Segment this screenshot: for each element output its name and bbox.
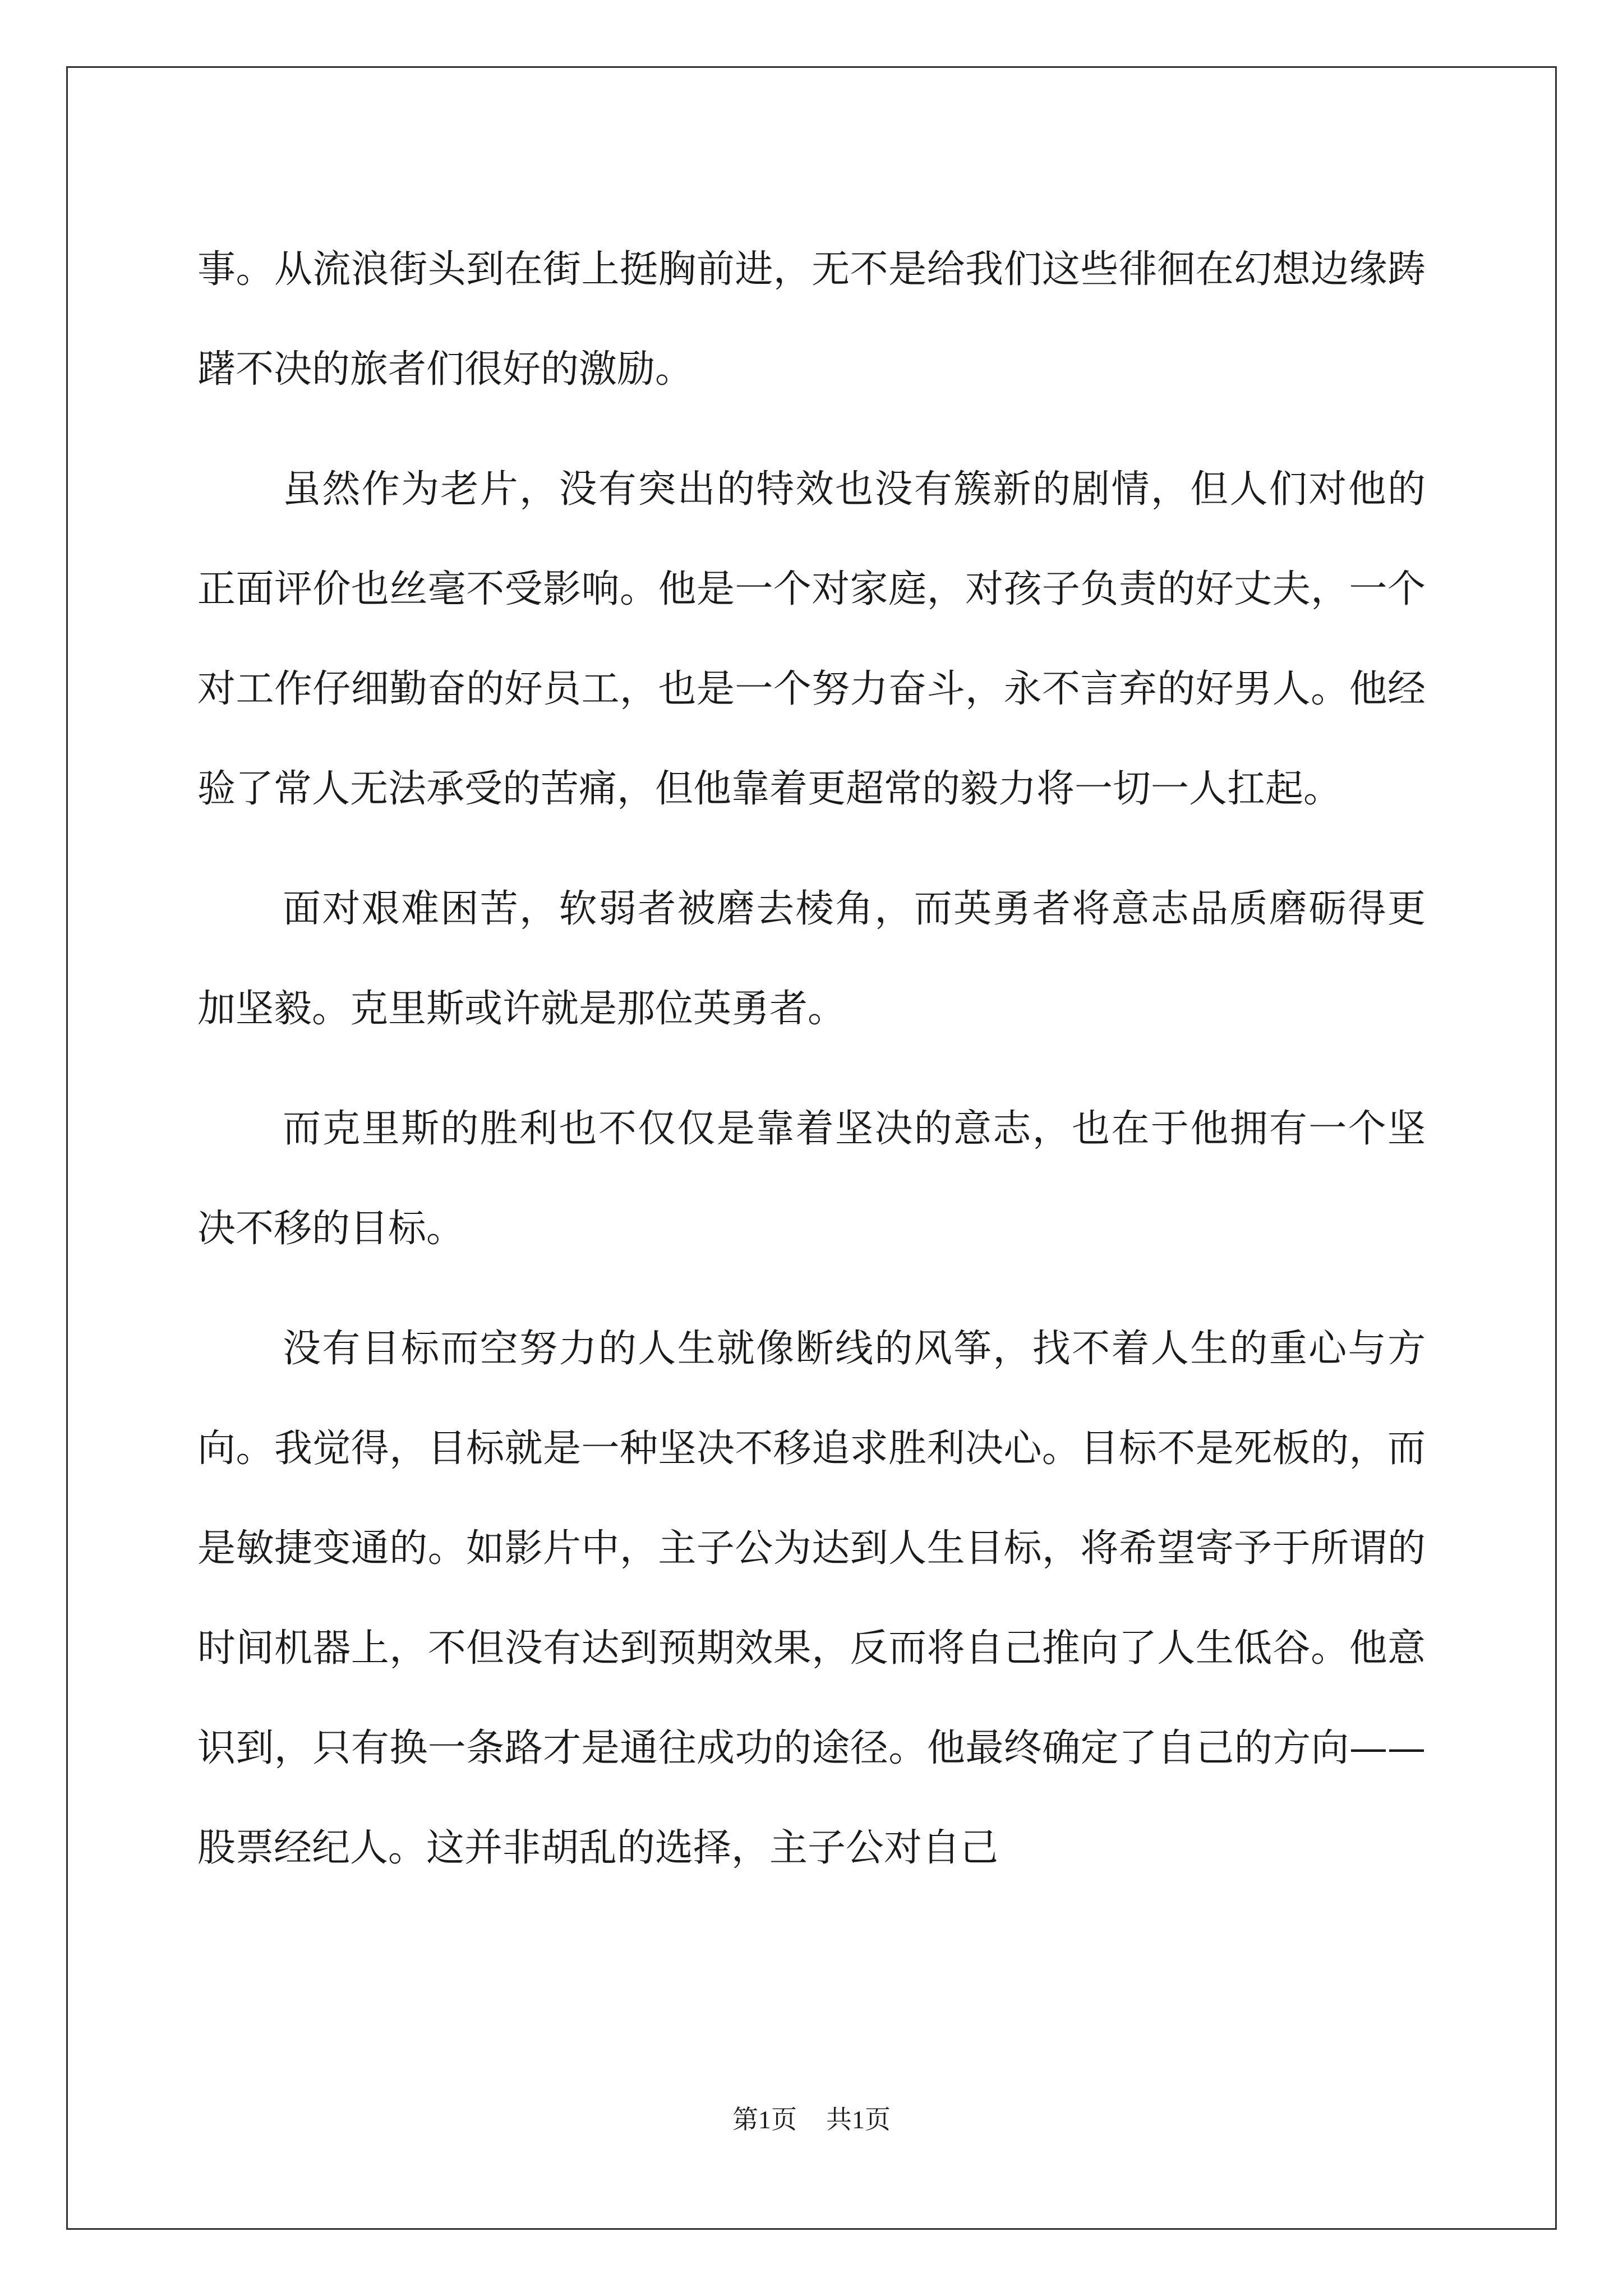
page-footer [0, 2099, 1623, 2136]
paragraph: 面对艰难困苦，软弱者被磨去棱角，而英勇者将意志品质磨砺得更加坚毅。克里斯或许就是那位英勇者。 [197, 887, 1426, 1031]
page-number: 第1页 [732, 2105, 797, 2134]
paragraph: 而克里斯的胜利也不仅仅是靠着坚决的意志，也在于他拥有一个坚决不移的目标。 [197, 1107, 1426, 1251]
paragraph: 虽然作为老片，没有突出的特效也没有簇新的剧情，但人们对他的正面评价也丝毫不受影响。他是一个对家庭，对孩子负责的好丈夫，一个对工作仔细勤奋的好员工，也是一个努力奋斗，永不言弃的好男人。他经验了常人无法承受的苦痛，但他靠着更超常的毅力将一切一人扛起。 [197, 467, 1426, 811]
document-body [197, 220, 1426, 1918]
paragraph: 没有目标而空努力的人生就像断线的风筝，找不着人生的重心与方向。我觉得，目标就是一种坚决不移追求胜利决心。目标不是死板的，而是敏捷变通的。如影片中，主子公为达到人生目标，将希望寄予于所谓的时间机器上，不但没有达到预期效果，反而将自己推向了人生低谷。他意识到，只有换一条路才是通往成功的途径。他最终确定了自己的方向——股票经纪人。这并非胡乱的选择，主子公对自己 [197, 1327, 1426, 1870]
paragraph: 事。从流浪街头到在街上挺胸前进，无不是给我们这些徘徊在幻想边缘踌躇不决的旅者们很好的激励。 [197, 247, 1426, 392]
page-total: 共1页 [826, 2105, 891, 2134]
